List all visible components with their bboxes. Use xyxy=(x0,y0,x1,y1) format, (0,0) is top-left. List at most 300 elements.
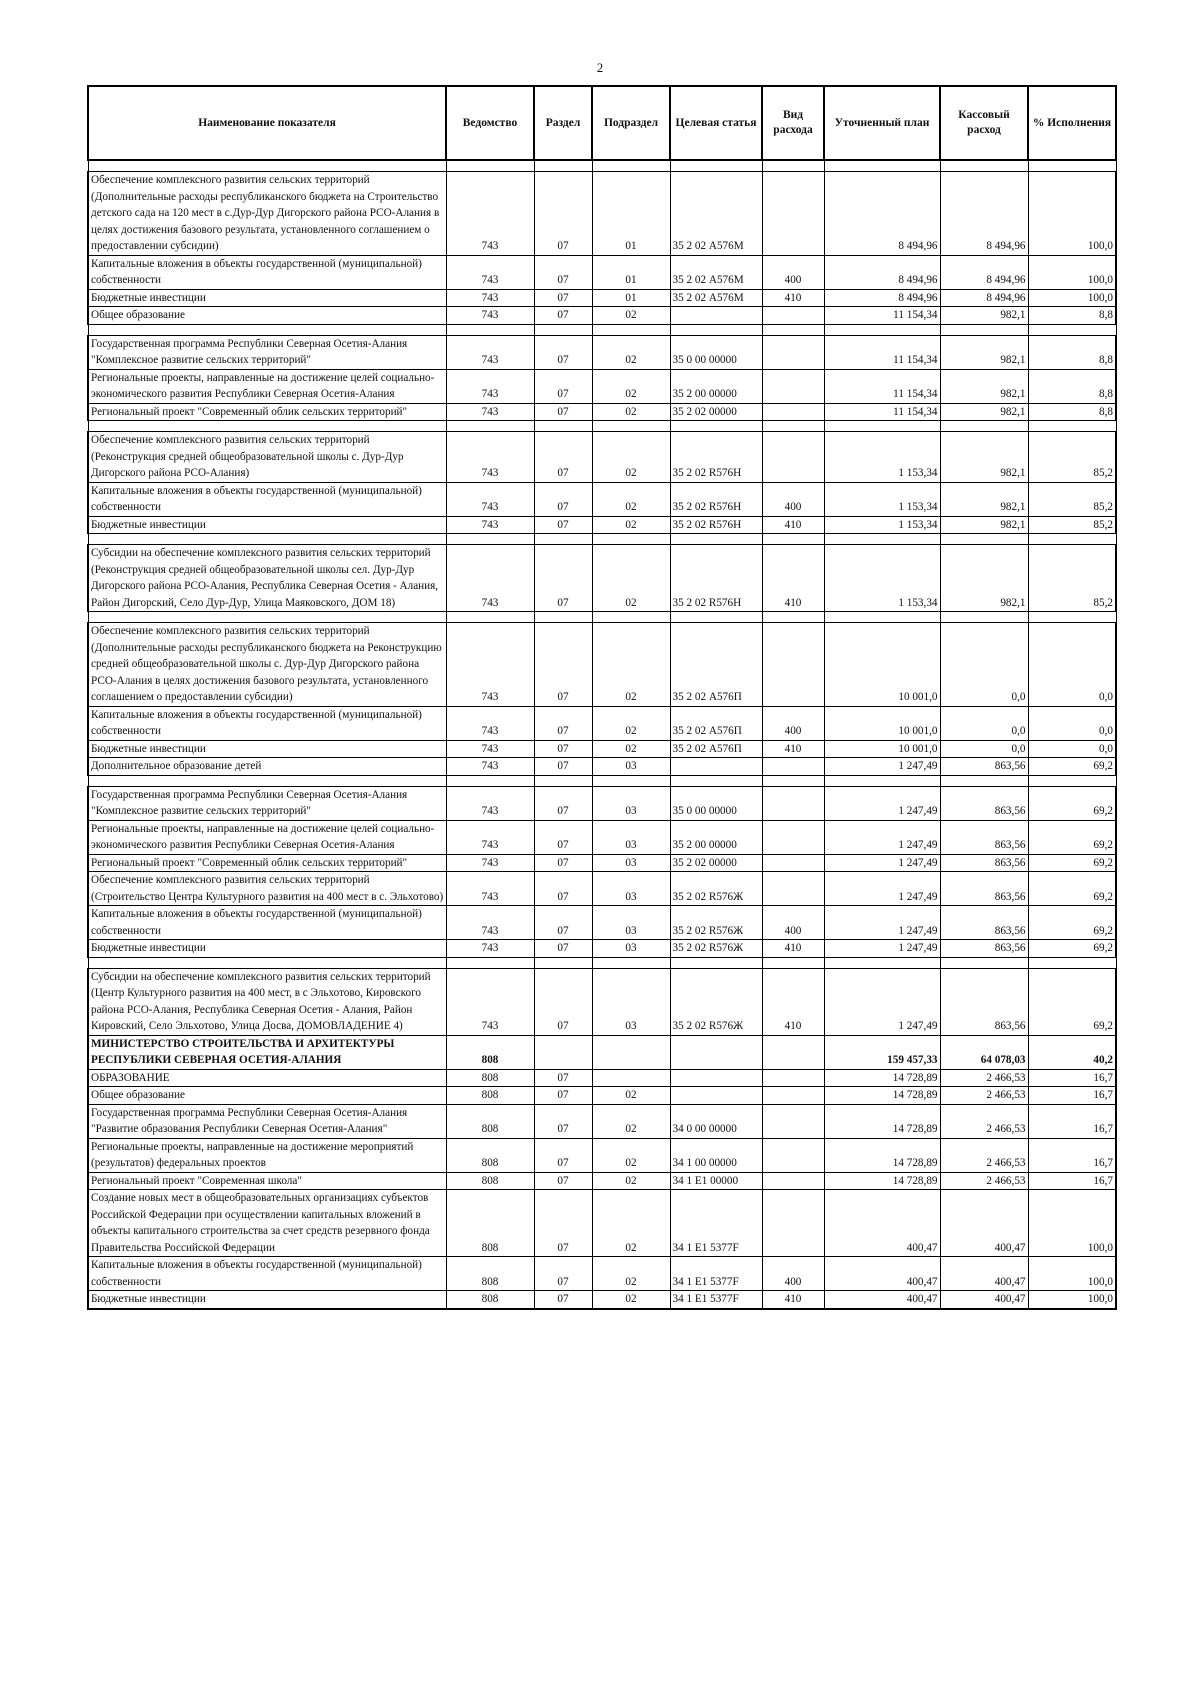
cell-revised-plan: 14 728,89 xyxy=(824,1087,940,1105)
cell-name: Региональный проект "Современный облик сельских территорий" xyxy=(88,854,446,872)
cell-expense-type: 410 xyxy=(762,289,824,307)
cell-execution-percent: 69,2 xyxy=(1028,820,1116,854)
cell-revised-plan: 1 153,34 xyxy=(824,432,940,483)
cell-department: 743 xyxy=(446,786,534,820)
cell-subsection: 03 xyxy=(592,786,670,820)
cell-section: 07 xyxy=(534,172,592,256)
row-spacer xyxy=(88,160,1116,172)
spacer-cell xyxy=(592,534,670,545)
cell-subsection: 02 xyxy=(592,307,670,325)
cell-department: 743 xyxy=(446,289,534,307)
cell-name: Государственная программа Республики Северная Осетия-Алания "Развитие образования Республики Северная Осетия-Алания" xyxy=(88,1104,446,1138)
cell-revised-plan: 1 247,49 xyxy=(824,820,940,854)
cell-expense-type xyxy=(762,1172,824,1190)
cell-section: 07 xyxy=(534,1172,592,1190)
cell-execution-percent: 8,8 xyxy=(1028,369,1116,403)
cell-expense-type: 410 xyxy=(762,1291,824,1309)
spacer-cell xyxy=(534,775,592,786)
table-row xyxy=(88,968,1116,1035)
cell-department: 743 xyxy=(446,482,534,516)
cell-department: 743 xyxy=(446,706,534,740)
cell-execution-percent: 8,8 xyxy=(1028,335,1116,369)
cell-revised-plan: 14 728,89 xyxy=(824,1138,940,1172)
spacer-cell xyxy=(670,612,762,623)
table-row xyxy=(88,403,1116,421)
cell-cash-expense: 8 494,96 xyxy=(940,255,1028,289)
cell-cash-expense: 863,56 xyxy=(940,906,1028,940)
cell-revised-plan: 14 728,89 xyxy=(824,1172,940,1190)
cell-revised-plan: 8 494,96 xyxy=(824,289,940,307)
cell-execution-percent: 69,2 xyxy=(1028,786,1116,820)
cell-target-article: 35 2 02 R576Ж xyxy=(670,906,762,940)
cell-section: 07 xyxy=(534,968,592,1035)
cell-revised-plan: 11 154,34 xyxy=(824,335,940,369)
spacer-cell xyxy=(1028,160,1116,172)
row-spacer xyxy=(88,957,1116,968)
spacer-cell xyxy=(670,775,762,786)
cell-subsection: 02 xyxy=(592,1190,670,1257)
spacer-cell xyxy=(592,612,670,623)
cell-department: 743 xyxy=(446,516,534,534)
table-row xyxy=(88,1087,1116,1105)
table-row xyxy=(88,623,1116,707)
cell-subsection: 02 xyxy=(592,369,670,403)
cell-name: Бюджетные инвестиции xyxy=(88,1291,446,1309)
cell-name: Обеспечение комплексного развития сельских территорий (Дополнительные расходы республиканского бюджета на Строительство детского сада на 120 мест в с.Дур-Дур Дигорского района РСО-Алания в целях достижения базового результата, установленного соглашением о предоставлении субсидии) xyxy=(88,172,446,256)
cell-name: Региональные проекты, направленные на достижение целей социально-экономического развития Республики Северная Осетия-Алания xyxy=(88,820,446,854)
cell-department: 743 xyxy=(446,307,534,325)
cell-cash-expense: 2 466,53 xyxy=(940,1087,1028,1105)
cell-target-article: 35 2 02 00000 xyxy=(670,403,762,421)
cell-expense-type xyxy=(762,758,824,776)
cell-revised-plan: 1 153,34 xyxy=(824,545,940,612)
cell-section: 07 xyxy=(534,1257,592,1291)
spacer-cell xyxy=(824,534,940,545)
spacer-cell xyxy=(446,160,534,172)
cell-revised-plan: 14 728,89 xyxy=(824,1069,940,1087)
cell-cash-expense: 2 466,53 xyxy=(940,1104,1028,1138)
cell-revised-plan: 1 153,34 xyxy=(824,516,940,534)
cell-section: 07 xyxy=(534,1104,592,1138)
cell-department: 808 xyxy=(446,1291,534,1309)
cell-section: 07 xyxy=(534,740,592,758)
cell-cash-expense: 400,47 xyxy=(940,1291,1028,1309)
table-row xyxy=(88,307,1116,325)
header-indicator-name: Наименование показателя xyxy=(88,86,446,160)
cell-cash-expense: 982,1 xyxy=(940,482,1028,516)
cell-cash-expense: 2 466,53 xyxy=(940,1138,1028,1172)
cell-section: 07 xyxy=(534,940,592,958)
cell-execution-percent: 16,7 xyxy=(1028,1069,1116,1087)
cell-expense-type xyxy=(762,432,824,483)
table-row xyxy=(88,1190,1116,1257)
row-spacer xyxy=(88,612,1116,623)
cell-section: 07 xyxy=(534,545,592,612)
cell-section: 07 xyxy=(534,516,592,534)
cell-expense-type xyxy=(762,820,824,854)
spacer-cell xyxy=(592,324,670,335)
cell-department: 808 xyxy=(446,1190,534,1257)
cell-expense-type xyxy=(762,1069,824,1087)
cell-section: 07 xyxy=(534,289,592,307)
table-row xyxy=(88,1257,1116,1291)
cell-name: Региональный проект "Современная школа" xyxy=(88,1172,446,1190)
cell-subsection: 02 xyxy=(592,545,670,612)
cell-revised-plan: 11 154,34 xyxy=(824,403,940,421)
cell-name: Обеспечение комплексного развития сельских территорий (Строительство Центра Культурного развития на 400 мест в с. Эльхотово) xyxy=(88,872,446,906)
cell-subsection xyxy=(592,1035,670,1069)
spacer-cell xyxy=(824,421,940,432)
spacer-cell xyxy=(762,612,824,623)
spacer-cell xyxy=(762,324,824,335)
cell-name: Общее образование xyxy=(88,1087,446,1105)
table-row xyxy=(88,1172,1116,1190)
spacer-cell xyxy=(670,421,762,432)
cell-revised-plan: 8 494,96 xyxy=(824,255,940,289)
spacer-cell xyxy=(670,534,762,545)
cell-expense-type: 410 xyxy=(762,968,824,1035)
spacer-cell xyxy=(1028,612,1116,623)
cell-subsection: 02 xyxy=(592,482,670,516)
cell-name: Региональные проекты, направленные на достижение мероприятий (результатов) федеральных проектов xyxy=(88,1138,446,1172)
cell-name: Бюджетные инвестиции xyxy=(88,289,446,307)
spacer-cell xyxy=(446,421,534,432)
row-spacer xyxy=(88,421,1116,432)
header-cash-expense: Кассовый расход xyxy=(940,86,1028,160)
cell-name: Бюджетные инвестиции xyxy=(88,940,446,958)
cell-subsection: 03 xyxy=(592,872,670,906)
cell-target-article: 35 2 02 R576Н xyxy=(670,482,762,516)
cell-department: 743 xyxy=(446,872,534,906)
cell-section: 07 xyxy=(534,758,592,776)
cell-execution-percent: 69,2 xyxy=(1028,854,1116,872)
spacer-cell xyxy=(592,775,670,786)
cell-execution-percent: 85,2 xyxy=(1028,516,1116,534)
cell-target-article: 35 0 00 00000 xyxy=(670,786,762,820)
spacer-cell xyxy=(1028,534,1116,545)
cell-expense-type xyxy=(762,1190,824,1257)
cell-department: 808 xyxy=(446,1035,534,1069)
cell-section: 07 xyxy=(534,369,592,403)
cell-department: 808 xyxy=(446,1087,534,1105)
cell-department: 743 xyxy=(446,335,534,369)
table-row xyxy=(88,1138,1116,1172)
cell-section: 07 xyxy=(534,706,592,740)
cell-expense-type: 400 xyxy=(762,1257,824,1291)
header-revised-plan: Уточненный план xyxy=(824,86,940,160)
cell-department: 743 xyxy=(446,940,534,958)
spacer-cell xyxy=(534,160,592,172)
spacer-cell xyxy=(534,421,592,432)
header-department: Ведомство xyxy=(446,86,534,160)
spacer-cell xyxy=(446,775,534,786)
spacer-cell xyxy=(592,957,670,968)
cell-revised-plan: 11 154,34 xyxy=(824,307,940,325)
cell-execution-percent: 69,2 xyxy=(1028,968,1116,1035)
cell-revised-plan: 1 247,49 xyxy=(824,786,940,820)
cell-section: 07 xyxy=(534,872,592,906)
budget-execution-table xyxy=(87,85,1117,1310)
cell-revised-plan: 1 247,49 xyxy=(824,872,940,906)
cell-subsection: 02 xyxy=(592,1172,670,1190)
cell-department: 743 xyxy=(446,758,534,776)
cell-department: 743 xyxy=(446,172,534,256)
cell-section: 07 xyxy=(534,1291,592,1309)
cell-execution-percent: 69,2 xyxy=(1028,758,1116,776)
cell-section xyxy=(534,1035,592,1069)
cell-expense-type: 410 xyxy=(762,740,824,758)
cell-subsection: 02 xyxy=(592,403,670,421)
cell-expense-type xyxy=(762,369,824,403)
cell-cash-expense: 863,56 xyxy=(940,786,1028,820)
cell-execution-percent: 0,0 xyxy=(1028,706,1116,740)
spacer-cell xyxy=(88,324,446,335)
cell-name: Государственная программа Республики Северная Осетия-Алания "Комплексное развитие сельских территорий" xyxy=(88,335,446,369)
cell-revised-plan: 11 154,34 xyxy=(824,369,940,403)
cell-target-article: 34 1 Е1 5377F xyxy=(670,1257,762,1291)
cell-target-article: 35 2 02 R576Н xyxy=(670,432,762,483)
spacer-cell xyxy=(940,324,1028,335)
cell-cash-expense: 64 078,03 xyxy=(940,1035,1028,1069)
cell-department: 808 xyxy=(446,1069,534,1087)
cell-revised-plan: 8 494,96 xyxy=(824,172,940,256)
cell-section: 07 xyxy=(534,820,592,854)
cell-name: Капитальные вложения в объекты государственной (муниципальной) собственности xyxy=(88,706,446,740)
spacer-cell xyxy=(940,421,1028,432)
spacer-cell xyxy=(446,534,534,545)
cell-cash-expense: 863,56 xyxy=(940,872,1028,906)
table-row xyxy=(88,335,1116,369)
table-row xyxy=(88,1104,1116,1138)
cell-name: Капитальные вложения в объекты государственной (муниципальной) собственности xyxy=(88,906,446,940)
cell-section: 07 xyxy=(534,432,592,483)
cell-revised-plan: 1 247,49 xyxy=(824,854,940,872)
table-row xyxy=(88,172,1116,256)
cell-execution-percent: 100,0 xyxy=(1028,289,1116,307)
cell-execution-percent: 69,2 xyxy=(1028,872,1116,906)
cell-cash-expense: 2 466,53 xyxy=(940,1172,1028,1190)
cell-subsection: 03 xyxy=(592,906,670,940)
cell-expense-type xyxy=(762,403,824,421)
cell-target-article: 35 2 00 00000 xyxy=(670,820,762,854)
spacer-cell xyxy=(670,324,762,335)
cell-subsection: 03 xyxy=(592,758,670,776)
cell-cash-expense: 982,1 xyxy=(940,369,1028,403)
cell-name: Капитальные вложения в объекты государственной (муниципальной) собственности xyxy=(88,255,446,289)
cell-department: 808 xyxy=(446,1104,534,1138)
spacer-cell xyxy=(824,324,940,335)
spacer-cell xyxy=(940,775,1028,786)
cell-cash-expense: 863,56 xyxy=(940,854,1028,872)
cell-revised-plan: 400,47 xyxy=(824,1190,940,1257)
cell-target-article: 35 2 00 00000 xyxy=(670,369,762,403)
cell-section: 07 xyxy=(534,307,592,325)
cell-cash-expense: 8 494,96 xyxy=(940,172,1028,256)
cell-execution-percent: 40,2 xyxy=(1028,1035,1116,1069)
cell-cash-expense: 982,1 xyxy=(940,545,1028,612)
cell-department: 808 xyxy=(446,1257,534,1291)
cell-execution-percent: 100,0 xyxy=(1028,172,1116,256)
cell-cash-expense: 982,1 xyxy=(940,403,1028,421)
row-spacer xyxy=(88,775,1116,786)
cell-execution-percent: 100,0 xyxy=(1028,1257,1116,1291)
spacer-cell xyxy=(592,160,670,172)
cell-department: 743 xyxy=(446,906,534,940)
cell-expense-type xyxy=(762,172,824,256)
table-row xyxy=(88,1291,1116,1309)
cell-section: 07 xyxy=(534,403,592,421)
cell-subsection: 02 xyxy=(592,740,670,758)
cell-department: 743 xyxy=(446,968,534,1035)
cell-execution-percent: 69,2 xyxy=(1028,940,1116,958)
cell-cash-expense: 0,0 xyxy=(940,623,1028,707)
spacer-cell xyxy=(824,957,940,968)
cell-expense-type xyxy=(762,335,824,369)
cell-subsection: 03 xyxy=(592,968,670,1035)
cell-section: 07 xyxy=(534,1069,592,1087)
cell-name: Дополнительное образование детей xyxy=(88,758,446,776)
cell-target-article xyxy=(670,1035,762,1069)
cell-target-article: 35 2 02 R576Ж xyxy=(670,968,762,1035)
cell-target-article: 34 1 Е1 00000 xyxy=(670,1172,762,1190)
spacer-cell xyxy=(1028,324,1116,335)
cell-expense-type: 410 xyxy=(762,940,824,958)
cell-execution-percent: 16,7 xyxy=(1028,1104,1116,1138)
cell-execution-percent: 85,2 xyxy=(1028,432,1116,483)
spacer-cell xyxy=(940,160,1028,172)
cell-expense-type: 400 xyxy=(762,482,824,516)
table-header-row xyxy=(88,86,1116,160)
header-expense-type: Вид расхода xyxy=(762,86,824,160)
cell-expense-type xyxy=(762,1087,824,1105)
cell-target-article xyxy=(670,758,762,776)
table-row xyxy=(88,369,1116,403)
cell-subsection: 02 xyxy=(592,1257,670,1291)
spacer-cell xyxy=(534,957,592,968)
cell-target-article: 34 1 Е1 5377F xyxy=(670,1190,762,1257)
cell-department: 743 xyxy=(446,623,534,707)
table-row xyxy=(88,706,1116,740)
cell-cash-expense: 8 494,96 xyxy=(940,289,1028,307)
spacer-cell xyxy=(940,957,1028,968)
cell-cash-expense: 982,1 xyxy=(940,307,1028,325)
table-row xyxy=(88,940,1116,958)
cell-execution-percent: 85,2 xyxy=(1028,482,1116,516)
spacer-cell xyxy=(534,324,592,335)
cell-cash-expense: 982,1 xyxy=(940,432,1028,483)
table-row xyxy=(88,740,1116,758)
cell-expense-type: 400 xyxy=(762,255,824,289)
spacer-cell xyxy=(1028,957,1116,968)
cell-section: 07 xyxy=(534,906,592,940)
spacer-cell xyxy=(592,421,670,432)
cell-name: Субсидии на обеспечение комплексного развития сельских территорий (Реконструкция средней общеобразовательной школы сел. Дур-Дур Дигорского района РСО-Алания, Республика Северная Осетия - Алания, Район Дигорский, Село Дур-Дур, Улица Маяковского, ДОМ 18) xyxy=(88,545,446,612)
cell-cash-expense: 863,56 xyxy=(940,820,1028,854)
table-row xyxy=(88,516,1116,534)
cell-target-article: 34 1 00 00000 xyxy=(670,1138,762,1172)
cell-name: Государственная программа Республики Северная Осетия-Алания "Комплексное развитие сельских территорий" xyxy=(88,786,446,820)
header-subsection: Подраздел xyxy=(592,86,670,160)
cell-execution-percent: 100,0 xyxy=(1028,1190,1116,1257)
cell-subsection: 02 xyxy=(592,335,670,369)
cell-section: 07 xyxy=(534,482,592,516)
spacer-cell xyxy=(670,957,762,968)
cell-target-article: 35 2 02 А576П xyxy=(670,706,762,740)
table-row xyxy=(88,289,1116,307)
cell-target-article: 35 2 02 А576П xyxy=(670,740,762,758)
cell-subsection: 02 xyxy=(592,1138,670,1172)
page-number: 2 xyxy=(596,60,604,75)
cell-cash-expense: 863,56 xyxy=(940,940,1028,958)
table-row xyxy=(88,906,1116,940)
cell-section: 07 xyxy=(534,1190,592,1257)
cell-expense-type xyxy=(762,623,824,707)
cell-section: 07 xyxy=(534,854,592,872)
cell-revised-plan: 1 153,34 xyxy=(824,482,940,516)
cell-expense-type: 410 xyxy=(762,516,824,534)
table-row xyxy=(88,1035,1116,1069)
cell-subsection: 02 xyxy=(592,432,670,483)
cell-revised-plan: 1 247,49 xyxy=(824,758,940,776)
cell-cash-expense: 2 466,53 xyxy=(940,1069,1028,1087)
cell-target-article: 34 1 Е1 5377F xyxy=(670,1291,762,1309)
spacer-cell xyxy=(940,534,1028,545)
table-row xyxy=(88,820,1116,854)
cell-revised-plan: 159 457,33 xyxy=(824,1035,940,1069)
cell-name: Обеспечение комплексного развития сельских территорий (Дополнительные расходы республиканского бюджета на Реконструкцию средней общеобразовательной школы с. Дур-Дур Дигорского района РСО-Алания в целях достижения базового результата, установленного соглашением о предоставлении субсидии) xyxy=(88,623,446,707)
row-spacer xyxy=(88,324,1116,335)
cell-cash-expense: 0,0 xyxy=(940,740,1028,758)
spacer-cell xyxy=(88,421,446,432)
cell-target-article: 35 2 02 А576П xyxy=(670,623,762,707)
cell-department: 743 xyxy=(446,432,534,483)
cell-subsection: 02 xyxy=(592,1291,670,1309)
cell-target-article: 35 2 02 R576Н xyxy=(670,516,762,534)
cell-section: 07 xyxy=(534,1087,592,1105)
cell-revised-plan: 10 001,0 xyxy=(824,706,940,740)
header-section: Раздел xyxy=(534,86,592,160)
spacer-cell xyxy=(446,957,534,968)
spacer-cell xyxy=(824,612,940,623)
cell-expense-type: 400 xyxy=(762,906,824,940)
cell-department: 743 xyxy=(446,545,534,612)
cell-section: 07 xyxy=(534,1138,592,1172)
cell-expense-type xyxy=(762,1035,824,1069)
spacer-cell xyxy=(670,160,762,172)
cell-target-article: 35 2 02 R576Ж xyxy=(670,940,762,958)
spacer-cell xyxy=(534,612,592,623)
cell-execution-percent: 8,8 xyxy=(1028,307,1116,325)
cell-department: 743 xyxy=(446,854,534,872)
cell-execution-percent: 100,0 xyxy=(1028,255,1116,289)
table-row xyxy=(88,255,1116,289)
cell-department: 743 xyxy=(446,369,534,403)
spacer-cell xyxy=(1028,775,1116,786)
spacer-cell xyxy=(88,534,446,545)
cell-revised-plan: 1 247,49 xyxy=(824,940,940,958)
cell-expense-type: 410 xyxy=(762,545,824,612)
cell-execution-percent: 100,0 xyxy=(1028,1291,1116,1309)
header-target-article: Целевая статья xyxy=(670,86,762,160)
cell-target-article: 35 2 02 А576М xyxy=(670,172,762,256)
cell-name: Субсидии на обеспечение комплексного развития сельских территорий (Центр Культурного развития на 400 мест, в с Эльхотово, Кировского района РСО-Алания, Республика Северная Осетия - Алания, Район Кировский, Село Эльхотово, Улица Досва, ДОМОВЛАДЕНИЕ 4) xyxy=(88,968,446,1035)
cell-subsection: 02 xyxy=(592,706,670,740)
spacer-cell xyxy=(824,775,940,786)
cell-cash-expense: 982,1 xyxy=(940,335,1028,369)
row-spacer xyxy=(88,534,1116,545)
cell-revised-plan: 1 247,49 xyxy=(824,968,940,1035)
cell-execution-percent: 0,0 xyxy=(1028,623,1116,707)
